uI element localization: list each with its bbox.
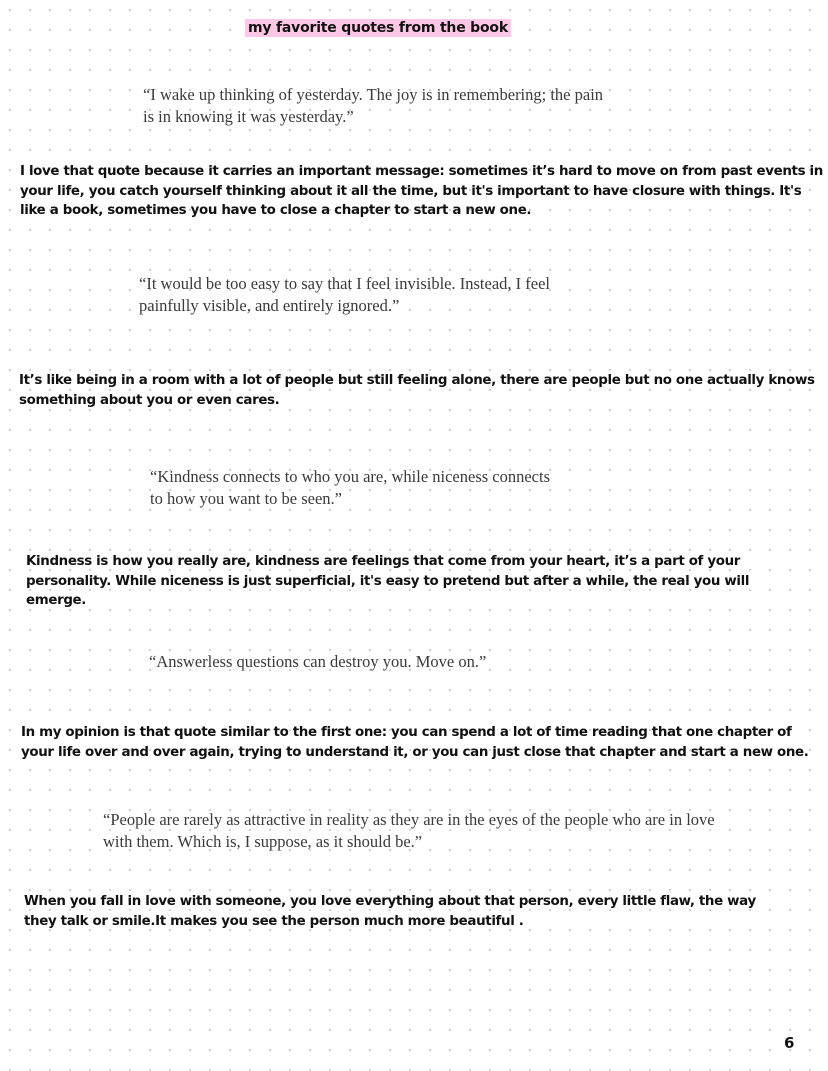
comment-2: It’s like being in a room with a lot of people but still feeling alone, there are people but no one actually knows something about you or even cares.: [19, 373, 815, 408]
page-title: [0, 20, 756, 36]
page-title-text: my favorite quotes from the book: [245, 19, 511, 37]
quote-1: “I wake up thinking of yesterday. The joy is in remembering; the pain is in knowing it was yesterday.”: [143, 85, 604, 126]
comment-5: When you fall in love with someone, you love everything about that person, every little flaw, the way they talk or smile.It makes you see the person much more beautiful .: [24, 894, 756, 929]
comment-3: Kindness is how you really are, kindness are feelings that come from your heart, it’s a part of your personality. While niceness is just superficial, it's easy to pretend but after a while, the real you will emerge.: [26, 554, 750, 608]
page-number: 6: [784, 1034, 795, 1052]
comment-4: In my opinion is that quote similar to the first one: you can spend a lot of time reading that one chapter of your life over and over again, trying to understand it, or you can just close that chapter and start a new one.: [21, 725, 809, 760]
quote-5: “People are rarely as attractive in reality as they are in the eyes of the people who are in love with them. Which is, I suppose, as it should be.”: [103, 810, 715, 851]
quote-2: “It would be too easy to say that I feel invisible. Instead, I feel painfully visible, and entirely ignored.”: [139, 274, 550, 315]
quote-3: “Kindness connects to who you are, while niceness connects to how you want to be seen.”: [150, 467, 551, 508]
quote-4: “Answerless questions can destroy you. Move on.”: [149, 652, 487, 671]
comment-1: I love that quote because it carries an important message: sometimes it’s hard to move on from past events in your life, you catch yourself thinking about it all the time, but it's important to have closure with things. It's like a book, sometimes you have to close a chapter to start a new one.: [20, 164, 823, 218]
